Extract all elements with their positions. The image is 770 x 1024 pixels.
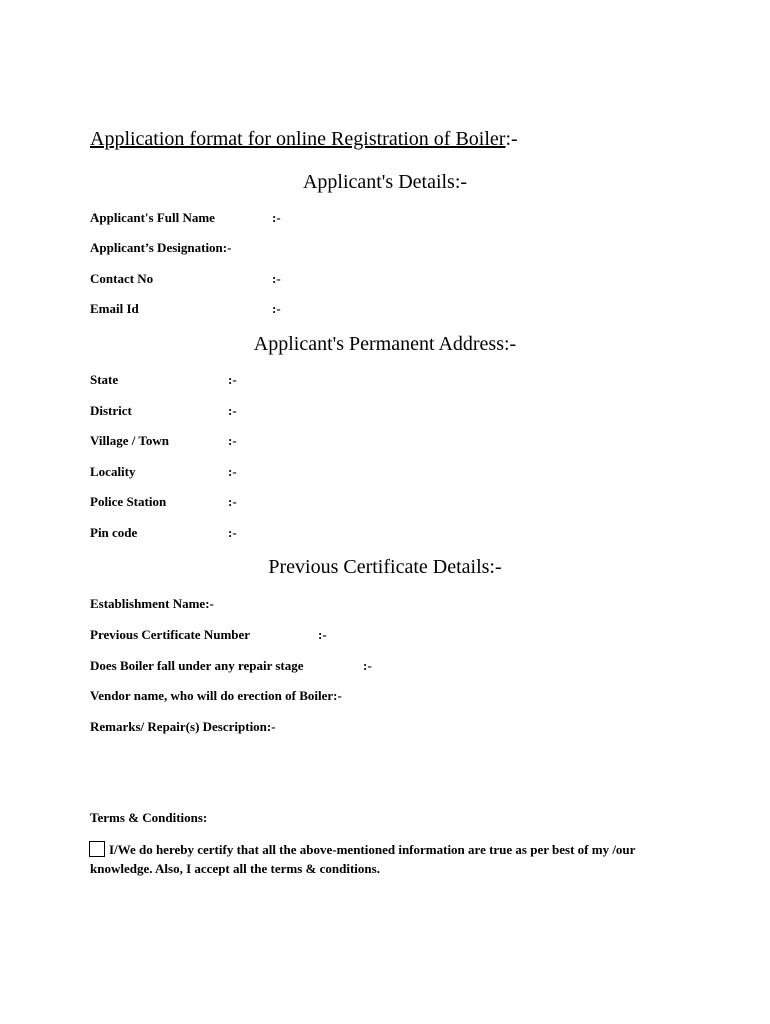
field-label-remarks: Remarks/ Repair(s) Description:- — [90, 719, 276, 734]
field-label-village-town: Village / Town — [90, 433, 169, 448]
field-label-vendor-name: Vendor name, who will do erection of Boiler:- — [90, 688, 342, 703]
field-label-locality: Locality — [90, 464, 136, 479]
field-label-police-station: Police Station — [90, 494, 167, 509]
field-separator-police-station: :- — [228, 494, 237, 509]
field-label-district: District — [90, 403, 132, 418]
field-separator-email-id: :- — [272, 301, 281, 316]
field-separator-full-name: :- — [272, 210, 281, 225]
field-separator-contact-no: :- — [272, 271, 281, 286]
terms-heading: Terms & Conditions: — [90, 810, 208, 825]
field-label-email-id: Email Id — [90, 301, 139, 316]
field-separator-repair-stage: :- — [363, 658, 372, 673]
field-label-repair-stage: Does Boiler fall under any repair stage — [90, 658, 304, 673]
field-label-previous-certificate-number: Previous Certificate Number — [90, 627, 251, 642]
section-heading-permanent-address: Applicant's Permanent Address:- — [253, 333, 517, 355]
field-separator-state: :- — [228, 372, 237, 387]
field-label-establishment-name: Establishment Name:- — [90, 596, 214, 611]
field-label-state: State — [90, 372, 119, 387]
field-separator-district: :- — [228, 403, 237, 418]
field-label-contact-no: Contact No — [90, 271, 154, 286]
page-title-suffix: :- — [505, 128, 518, 150]
field-separator-pin-code: :- — [228, 525, 237, 540]
field-label-full-name: Applicant's Full Name — [90, 210, 215, 225]
field-label-pin-code: Pin code — [90, 525, 138, 540]
field-separator-locality: :- — [228, 464, 237, 479]
page-title — [90, 128, 518, 151]
field-label-designation: Applicant’s Designation:- — [90, 240, 232, 255]
terms-declaration-text: I/We do hereby certify that all the above-mentioned information are true as per best of my /our knowledge. Also, I accept all the terms & conditions. — [90, 842, 636, 876]
section-heading-applicant-details: Applicant's Details:- — [302, 171, 468, 193]
field-separator-village-town: :- — [228, 433, 237, 448]
section-heading-previous-certificate: Previous Certificate Details:- — [268, 556, 502, 578]
field-separator-previous-certificate-number: :- — [318, 627, 327, 642]
page-title-text: Application format for online Registration of Boiler — [90, 128, 506, 150]
